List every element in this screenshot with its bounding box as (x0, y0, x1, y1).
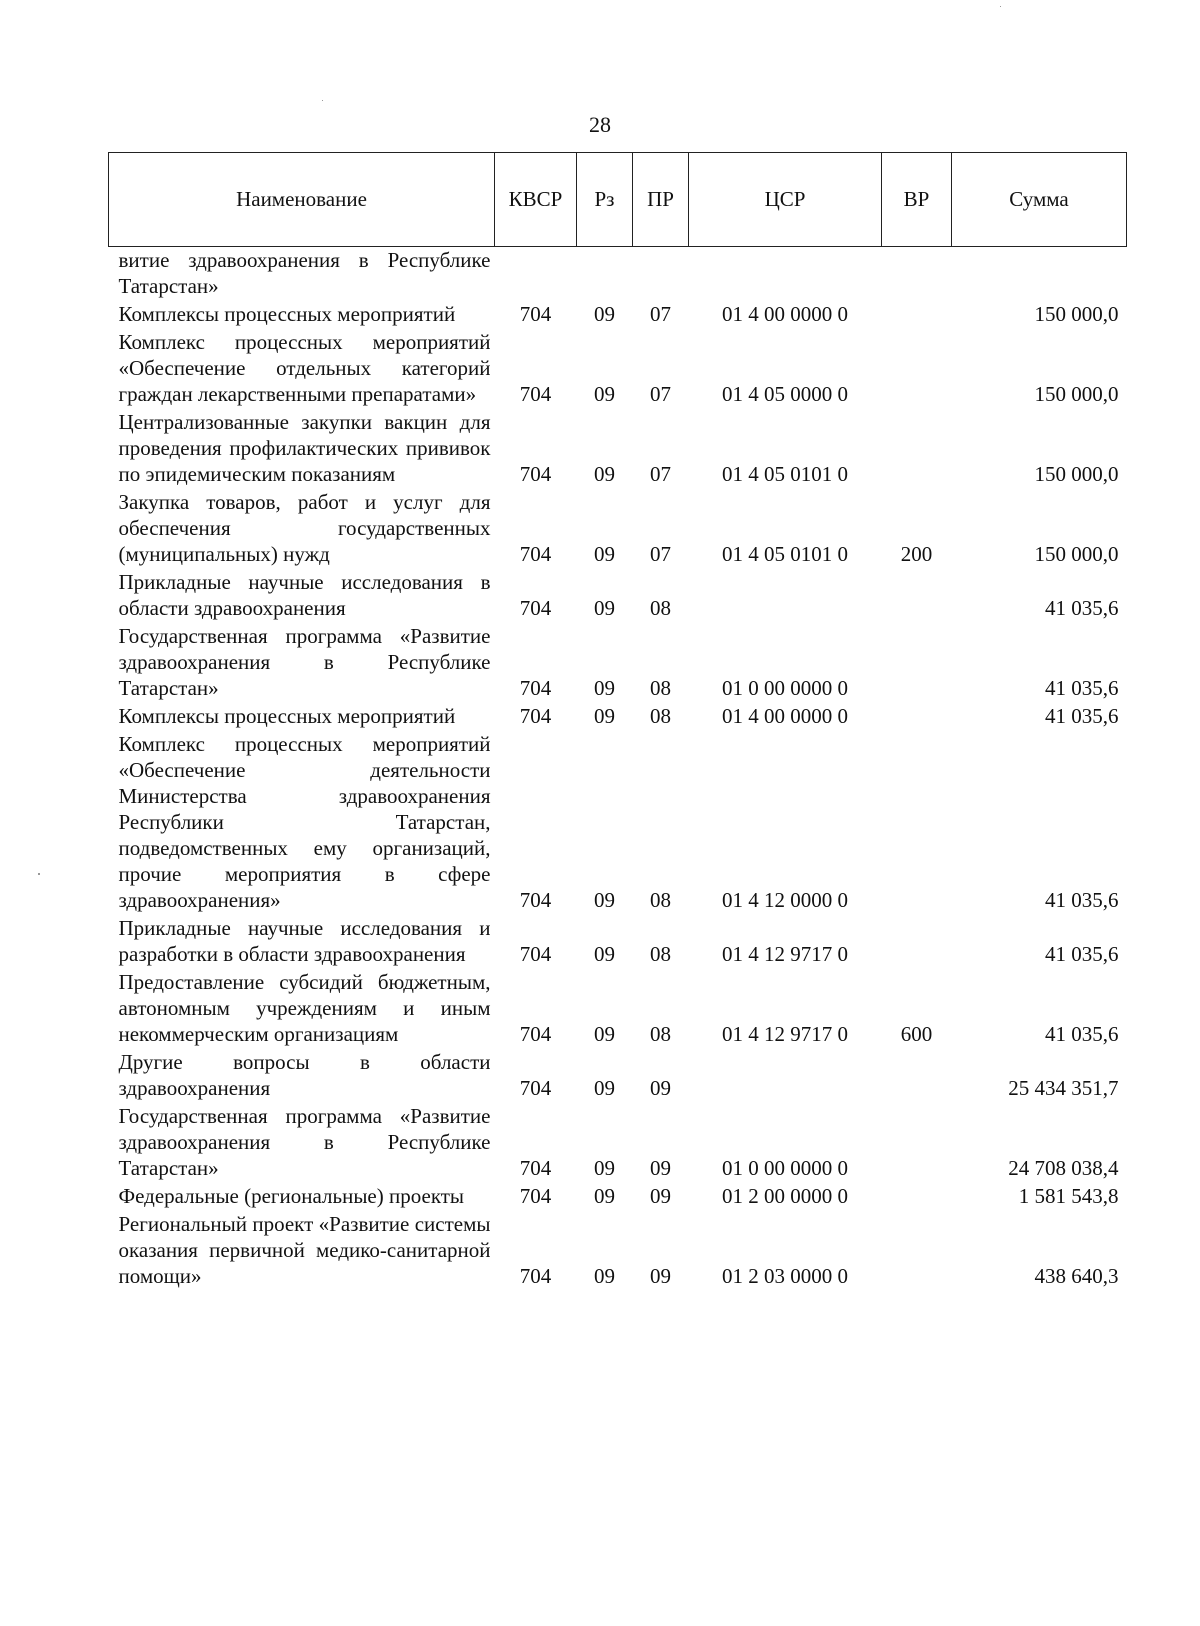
cell-kvsr (495, 247, 577, 302)
table-row (109, 623, 1127, 703)
table-row (109, 703, 1127, 731)
cell-kvsr: 704 (519, 462, 552, 486)
cell-sum: 41 035,6 (1045, 1022, 1119, 1046)
table-row (109, 301, 1127, 329)
cell-vr (882, 329, 952, 409)
cell-kvsr: 704 (519, 1184, 552, 1208)
cell-kvsr: 704 (519, 942, 552, 966)
cell-name: Региональный проект «Развитие системы оказания первичной медико-санитарной помощи» (118, 1212, 491, 1288)
cell-vr (882, 1211, 952, 1291)
cell-kvsr: 704 (519, 382, 552, 406)
cell-pr: 08 (650, 704, 671, 728)
cell-pr: 09 (650, 1184, 671, 1208)
cell-kvsr: 704 (519, 542, 552, 566)
scan-speck (322, 100, 323, 101)
table-row (109, 329, 1127, 409)
cell-csr: 01 4 00 0000 0 (722, 302, 848, 326)
cell-rz: 09 (594, 1156, 615, 1180)
cell-vr: 600 (900, 1022, 933, 1046)
cell-sum: 438 640,3 (1034, 1264, 1119, 1288)
cell-sum: 41 035,6 (1045, 596, 1119, 620)
cell-name: Централизованные закупки вакцин для проведения профилактических прививок по эпидемическим показаниям (118, 410, 491, 486)
table-row (109, 969, 1127, 1049)
cell-rz: 09 (594, 596, 615, 620)
header-csr: ЦСР (689, 153, 882, 247)
cell-kvsr: 704 (519, 1264, 552, 1288)
cell-vr (882, 915, 952, 969)
table-row (109, 731, 1127, 915)
cell-csr (689, 569, 882, 623)
cell-vr (882, 1103, 952, 1183)
table-header (109, 153, 1127, 247)
cell-kvsr: 704 (519, 302, 552, 326)
header-sum: Сумма (952, 153, 1127, 247)
cell-vr: 200 (900, 542, 933, 566)
cell-csr: 01 4 12 9717 0 (722, 942, 848, 966)
cell-rz (577, 247, 633, 302)
cell-name: Комплексы процессных мероприятий (118, 302, 456, 326)
cell-pr: 08 (650, 596, 671, 620)
cell-name: Государственная программа «Развитие здравоохранения в Республике Татарстан» (118, 1104, 491, 1180)
cell-kvsr: 704 (519, 676, 552, 700)
cell-vr (882, 1049, 952, 1103)
cell-rz: 09 (594, 704, 615, 728)
table-row (109, 409, 1127, 489)
cell-sum: 41 035,6 (1045, 676, 1119, 700)
cell-csr: 01 2 00 0000 0 (722, 1184, 848, 1208)
cell-name: Предоставление субсидий бюджетным, автономным учреждениям и иным некоммерческим организациям (118, 970, 491, 1046)
cell-kvsr: 704 (519, 1022, 552, 1046)
table-row (109, 569, 1127, 623)
cell-csr: 01 2 03 0000 0 (722, 1264, 848, 1288)
cell-name: Федеральные (региональные) проекты (118, 1184, 465, 1208)
table-row (109, 1211, 1127, 1291)
cell-rz: 09 (594, 1264, 615, 1288)
cell-sum: 41 035,6 (1045, 888, 1119, 912)
cell-rz: 09 (594, 302, 615, 326)
cell-csr: 01 0 00 0000 0 (722, 676, 848, 700)
cell-pr: 08 (650, 942, 671, 966)
header-pr: ПР (633, 153, 689, 247)
cell-rz: 09 (594, 542, 615, 566)
cell-sum: 41 035,6 (1045, 942, 1119, 966)
cell-pr: 07 (650, 462, 671, 486)
cell-csr: 01 4 12 0000 0 (722, 888, 848, 912)
page-number: 28 (589, 112, 611, 137)
cell-name: Закупка товаров, работ и услуг для обеспечения государственных (муниципальных) нужд (118, 490, 491, 566)
cell-csr: 01 4 00 0000 0 (722, 704, 848, 728)
cell-rz: 09 (594, 1022, 615, 1046)
table-row (109, 489, 1127, 569)
table-row (109, 1049, 1127, 1103)
header-rz: Рз (577, 153, 633, 247)
cell-pr: 07 (650, 382, 671, 406)
table-row (109, 915, 1127, 969)
cell-kvsr: 704 (519, 888, 552, 912)
cell-sum: 150 000,0 (1034, 462, 1119, 486)
cell-vr (882, 623, 952, 703)
header-vr: ВР (882, 153, 952, 247)
cell-vr (882, 731, 952, 915)
cell-csr: 01 4 12 9717 0 (722, 1022, 848, 1046)
table-row (109, 1183, 1127, 1211)
cell-rz: 09 (594, 1076, 615, 1100)
cell-rz: 09 (594, 676, 615, 700)
cell-csr: 01 4 05 0000 0 (722, 382, 848, 406)
cell-sum: 25 434 351,7 (1008, 1076, 1119, 1100)
cell-kvsr: 704 (519, 1076, 552, 1100)
cell-csr (689, 247, 882, 302)
cell-name: Другие вопросы в области здравоохранения (118, 1050, 491, 1100)
cell-kvsr: 704 (519, 596, 552, 620)
cell-rz: 09 (594, 1184, 615, 1208)
cell-rz: 09 (594, 462, 615, 486)
table-row (109, 1103, 1127, 1183)
cell-sum: 150 000,0 (1034, 382, 1119, 406)
header-kvsr: КВСР (495, 153, 577, 247)
cell-kvsr: 704 (519, 704, 552, 728)
cell-sum: 41 035,6 (1045, 704, 1119, 728)
cell-vr (882, 1183, 952, 1211)
cell-name: Комплекс процессных мероприятий «Обеспечение деятельности Министерства здравоохранения Республики Татарстан, подведомственных ему организаций, прочие мероприятия в сфере здравоохранения» (118, 732, 491, 912)
cell-csr: 01 0 00 0000 0 (722, 1156, 848, 1180)
cell-rz: 09 (594, 382, 615, 406)
cell-csr (689, 1049, 882, 1103)
cell-name: Комплекс процессных мероприятий «Обеспечение отдельных категорий граждан лекарственными препаратами» (118, 330, 491, 406)
cell-kvsr: 704 (519, 1156, 552, 1180)
cell-pr (633, 247, 689, 302)
table-row (109, 247, 1127, 302)
cell-sum (952, 247, 1127, 302)
cell-vr (882, 301, 952, 329)
scan-speck (1000, 6, 1001, 7)
cell-csr: 01 4 05 0101 0 (722, 542, 848, 566)
cell-pr: 09 (650, 1076, 671, 1100)
cell-pr: 07 (650, 542, 671, 566)
cell-name: Государственная программа «Развитие здравоохранения в Республике Татарстан» (118, 624, 491, 700)
scan-speck (38, 873, 40, 875)
budget-table (108, 152, 1127, 1291)
cell-vr (882, 569, 952, 623)
header-name: Наименование (109, 153, 495, 247)
cell-rz: 09 (594, 942, 615, 966)
cell-pr: 08 (650, 888, 671, 912)
cell-pr: 09 (650, 1156, 671, 1180)
cell-pr: 07 (650, 302, 671, 326)
cell-name: витие здравоохранения в Республике Татарстан» (118, 248, 491, 298)
cell-pr: 08 (650, 676, 671, 700)
cell-pr: 09 (650, 1264, 671, 1288)
cell-csr: 01 4 05 0101 0 (722, 462, 848, 486)
cell-rz: 09 (594, 888, 615, 912)
cell-name: Прикладные научные исследования в области здравоохранения (118, 570, 491, 620)
cell-sum: 150 000,0 (1034, 302, 1119, 326)
cell-name: Прикладные научные исследования и разработки в области здравоохранения (118, 916, 491, 966)
cell-sum: 150 000,0 (1034, 542, 1119, 566)
cell-sum: 1 581 543,8 (1018, 1184, 1119, 1208)
cell-name: Комплексы процессных мероприятий (118, 704, 456, 728)
cell-pr: 08 (650, 1022, 671, 1046)
cell-vr (882, 247, 952, 302)
table-body (109, 247, 1127, 1292)
cell-sum: 24 708 038,4 (1008, 1156, 1119, 1180)
cell-vr (882, 703, 952, 731)
cell-vr (882, 409, 952, 489)
